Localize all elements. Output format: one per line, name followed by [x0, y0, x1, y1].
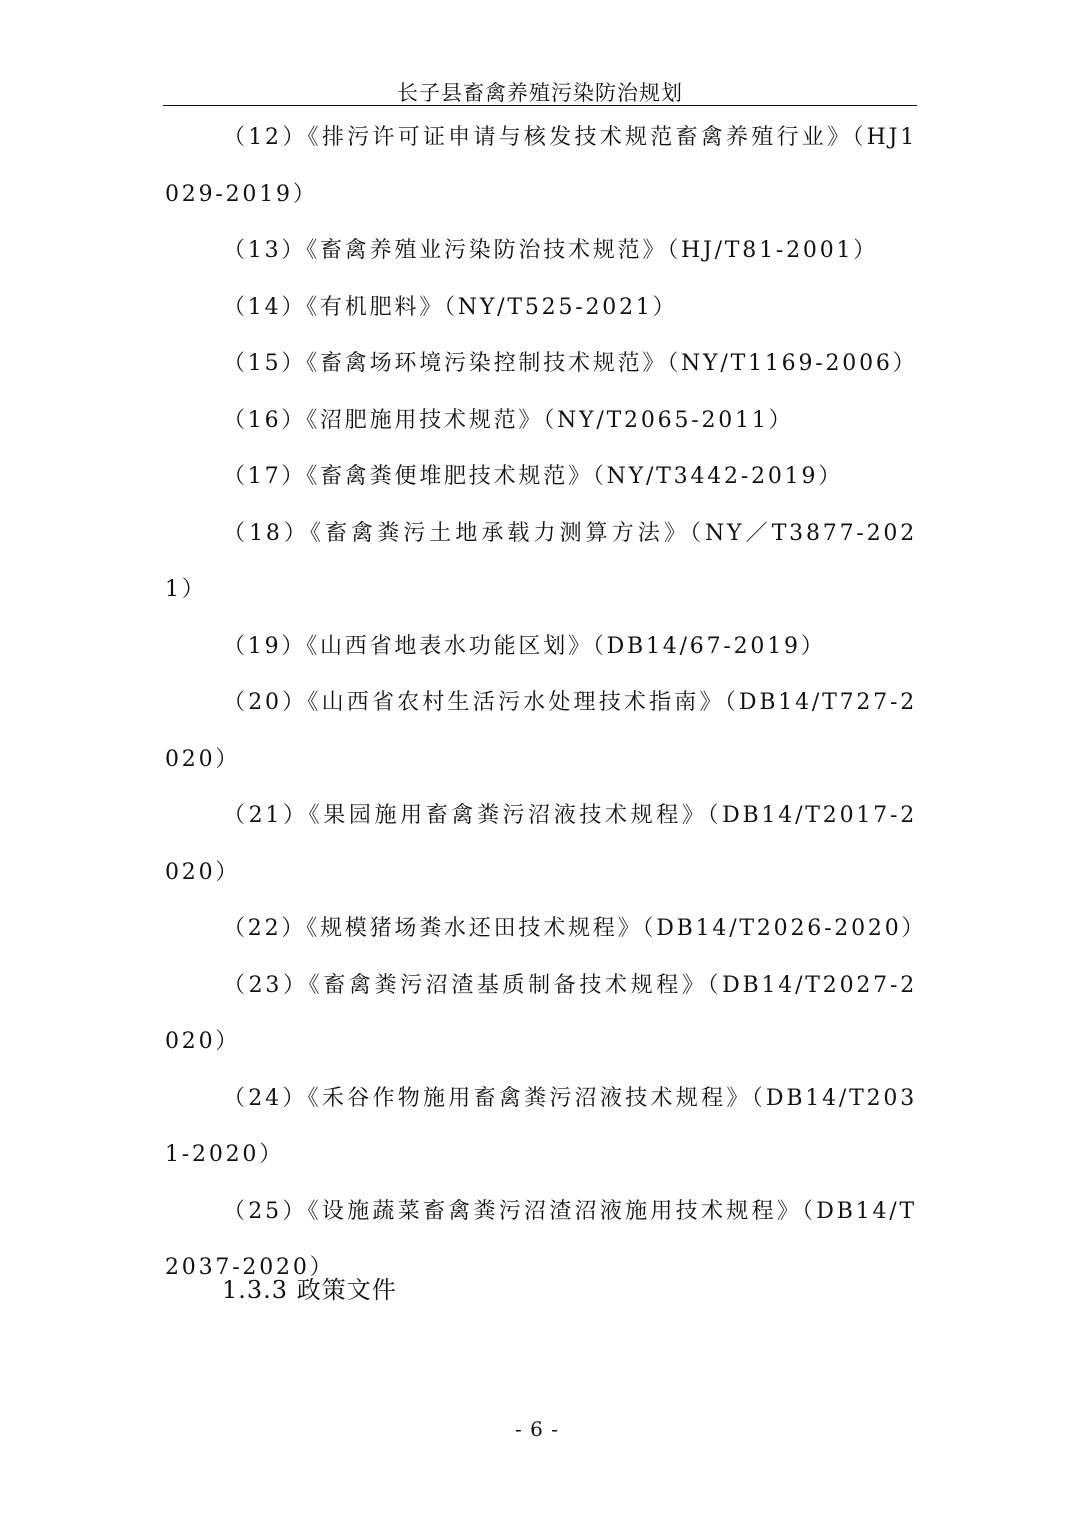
reference-item-21: （21）《果园施用畜禽粪污沼液技术规程》（DB14/T2017-2020） [165, 803, 917, 885]
page-header-title: 长子县畜禽养殖污染防治规划 [397, 81, 683, 105]
reference-item-12: （12）《排污许可证申请与核发技术规范畜禽养殖行业》（HJ1029-2019） [165, 125, 917, 207]
reference-item-17: （17）《畜禽粪便堆肥技术规范》（NY/T3442-2019） [223, 464, 844, 489]
reference-item-25: （25）《设施蔬菜畜禽粪污沼渣沼液施用技术规程》（DB14/T2037-2020） [165, 1198, 917, 1280]
section-heading: 1.3.3 政策文件 [222, 1276, 397, 1304]
reference-item-24: （24）《禾谷作物施用畜禽粪污沼液技术规程》（DB14/T2031-2020） [165, 1085, 917, 1167]
header-divider [163, 105, 917, 106]
reference-list [165, 110, 927, 1297]
reference-item-19: （19）《山西省地表水功能区划》（DB14/67-2019） [223, 633, 826, 659]
reference-item-16: （16）《沼肥施用技术规范》（NY/T2065-2011） [223, 407, 794, 433]
reference-item-23: （23）《畜禽粪污沼渣基质制备技术规程》（DB14/T2027-2020） [165, 972, 917, 1054]
reference-item-13: （13）《畜禽养殖业污染防治技术规范》（HJ/T81-2001） [223, 238, 879, 263]
reference-item-22: （22）《规模猪场粪水还田技术规程》（DB14/T2026-2020） [223, 916, 927, 941]
reference-item-20: （20）《山西省农村生活污水处理技术指南》（DB14/T727-2020） [165, 690, 917, 772]
page-number: - 6 - [515, 1417, 559, 1441]
reference-item-14: （14）《有机肥料》（NY/T525-2021） [223, 294, 678, 320]
reference-item-18: （18）《畜禽粪污土地承载力测算方法》（NY／T3877-2021） [165, 520, 917, 602]
reference-item-15: （15）《畜禽场环境污染控制技术规范》（NY/T1169-2006） [223, 351, 918, 376]
